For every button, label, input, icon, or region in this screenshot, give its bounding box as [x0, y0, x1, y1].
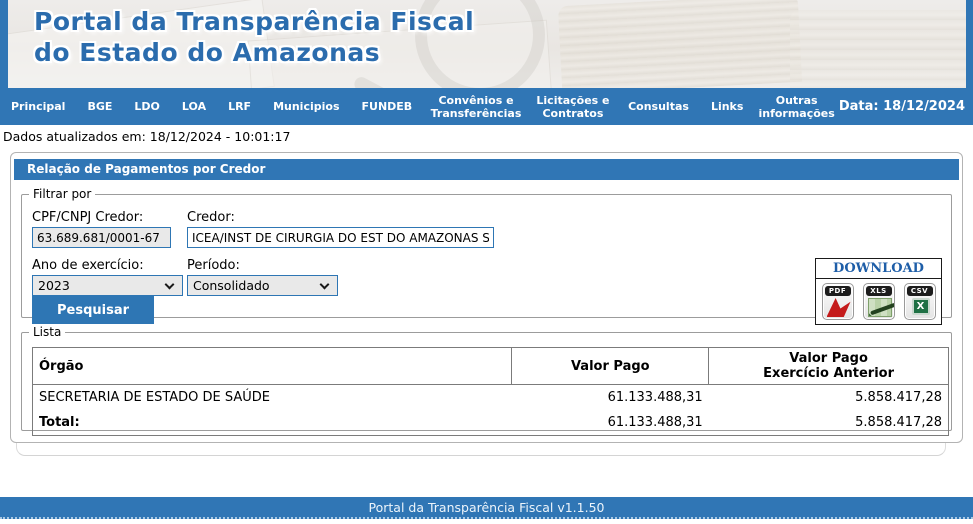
xls-icon-label: XLS [866, 286, 892, 296]
nav-item-links[interactable]: Links [710, 100, 744, 113]
nav-item-loa[interactable]: LOA [181, 100, 207, 113]
site-title-line1: Portal da Transparência Fiscal [34, 7, 475, 36]
header-right-strip [966, 0, 973, 88]
chevron-down-icon [165, 280, 175, 290]
footer-version-text: Portal da Transparência Fiscal v1.1.50 [368, 500, 605, 515]
payments-table [32, 347, 949, 436]
excel-x-glyph: X [916, 301, 925, 312]
xls-chart-icon [868, 298, 892, 317]
ano-exercicio-label: Ano de exercício: [32, 258, 144, 273]
download-title: DOWNLOAD [816, 259, 941, 279]
main-navigation [0, 88, 973, 125]
pdf-ribbon-icon [827, 298, 851, 317]
site-title [34, 6, 474, 68]
total-valor-pago: 61.133.488,31 [607, 415, 703, 430]
footer-bar [0, 497, 973, 519]
data-updated-status: Dados atualizados em: 18/12/2024 - 10:01:17 [3, 129, 291, 144]
column-header-valor-pago: Valor Pago [512, 348, 709, 385]
xls-download-icon[interactable] [863, 283, 895, 320]
total-valor-anterior: 5.858.417,28 [855, 415, 942, 430]
table-row [33, 385, 949, 411]
current-date-label: Data: 18/12/2024 [838, 99, 965, 114]
coin-stack-decoration [790, 10, 973, 88]
nav-item-consultas[interactable]: Consultas [628, 100, 689, 113]
nav-item-outras-informacoes[interactable]: Outras informações [758, 93, 835, 120]
pdf-icon-label: PDF [825, 286, 851, 296]
header-banner [0, 0, 973, 88]
cell-valor-anterior: 5.858.417,28 [855, 390, 942, 405]
chevron-down-icon [320, 280, 330, 290]
periodo-value: Consolidado [193, 278, 270, 293]
download-icons [816, 279, 941, 320]
nav-item-lrf[interactable]: LRF [228, 100, 252, 113]
cell-valor-pago: 61.133.488,31 [607, 390, 703, 405]
csv-excel-icon [912, 298, 930, 315]
column-header-orgao: Órgão [33, 348, 512, 385]
filter-legend: Filtrar por [33, 187, 92, 201]
table-header-row [33, 348, 949, 385]
column-header-valor-anterior-line2: Exercício Anterior [763, 366, 895, 381]
xls-swoosh-icon [870, 303, 895, 316]
total-label: Total: [39, 415, 80, 430]
csv-download-icon[interactable] [904, 283, 936, 320]
nav-item-principal[interactable]: Principal [11, 100, 66, 113]
content-panel [10, 152, 963, 443]
nav-item-fundeb[interactable]: FUNDEB [361, 100, 413, 113]
cpf-cnpj-label: CPF/CNPJ Credor: [32, 210, 144, 225]
pdf-download-icon[interactable] [822, 283, 854, 320]
table-total-row [33, 410, 949, 436]
nav-item-licitacoes-contratos[interactable]: Licitações e Contratos [536, 93, 610, 120]
ano-exercicio-value: 2023 [38, 278, 70, 293]
site-title-line2: do Estado do Amazonas [34, 38, 381, 67]
nav-item-convenios-transferencias[interactable]: Convênios e Transferências [430, 93, 522, 120]
nav-item-bge[interactable]: BGE [87, 100, 113, 113]
nav-item-ldo[interactable]: LDO [134, 100, 160, 113]
pesquisar-button[interactable]: Pesquisar [32, 296, 154, 324]
column-header-valor-pago-anterior [709, 348, 949, 385]
periodo-select[interactable] [187, 275, 338, 296]
column-header-valor-anterior-line1: Valor Pago [789, 351, 868, 366]
credor-input[interactable] [187, 227, 494, 248]
cpf-cnpj-input[interactable] [32, 227, 171, 248]
csv-icon-label: CSV [907, 286, 933, 296]
lista-legend: Lista [33, 325, 62, 339]
nav-item-municipios[interactable]: Municipios [273, 100, 340, 113]
page-title: Relação de Pagamentos por Credor [14, 159, 959, 180]
filter-fieldset [21, 187, 952, 318]
download-box [815, 258, 942, 325]
credor-label: Credor: [187, 210, 235, 225]
header-left-strip [0, 0, 8, 88]
periodo-label: Período: [187, 258, 240, 273]
cell-orgao: SECRETARIA DE ESTADO DE SAÚDE [39, 390, 271, 405]
coin-stack-decoration [558, 0, 802, 88]
ano-exercicio-select[interactable] [32, 275, 183, 296]
lista-fieldset [21, 325, 952, 431]
